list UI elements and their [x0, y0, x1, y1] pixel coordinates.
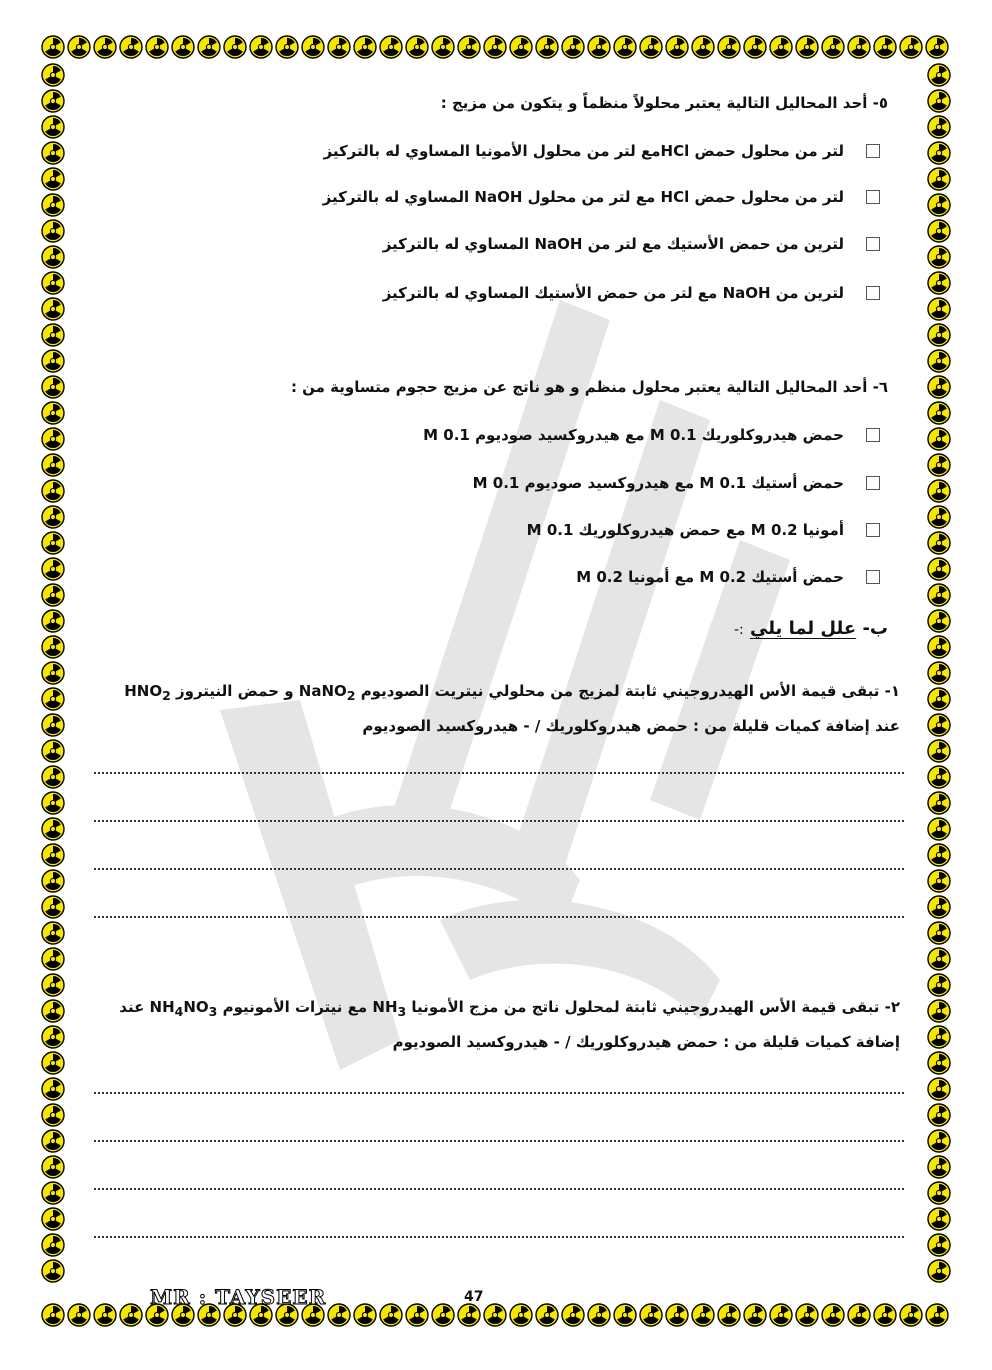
- radiation-icon: [41, 1303, 65, 1327]
- radiation-icon: [743, 1303, 767, 1327]
- radiation-icon: [41, 999, 65, 1023]
- reason-1-line-1: [84, 676, 900, 711]
- radiation-icon: [41, 63, 65, 87]
- radiation-icon: [927, 349, 951, 373]
- radiation-icon: [41, 609, 65, 633]
- radiation-icon: [927, 869, 951, 893]
- radiation-icon: [535, 35, 559, 59]
- radiation-icon: [743, 35, 767, 59]
- radiation-icon: [41, 739, 65, 763]
- radiation-icon: [613, 35, 637, 59]
- formula-subscript: 4: [174, 1004, 184, 1019]
- radiation-icon: [927, 245, 951, 269]
- radiation-icon: [379, 35, 403, 59]
- checkbox[interactable]: [866, 476, 880, 490]
- radiation-icon: [795, 35, 819, 59]
- radiation-icon: [41, 141, 65, 165]
- checkbox[interactable]: [866, 190, 880, 204]
- option-text: حمض هيدروكلوريك 0.1 M مع هيدروكسيد صوديوم 0.1 M: [423, 426, 844, 444]
- question-6-option-2[interactable]: [473, 474, 880, 492]
- radiation-icon: [41, 531, 65, 555]
- radiation-icon: [327, 35, 351, 59]
- formula-nano2: [298, 682, 356, 703]
- radiation-icon: [41, 1077, 65, 1101]
- radiation-icon: [41, 583, 65, 607]
- radiation-icon: [41, 947, 65, 971]
- radiation-icon: [927, 1025, 951, 1049]
- radiation-icon: [41, 349, 65, 373]
- radiation-icon: [927, 297, 951, 321]
- radiation-icon: [927, 1077, 951, 1101]
- radiation-icon: [41, 193, 65, 217]
- section-b-title: علل لما يلي: [750, 618, 857, 639]
- question-6-option-1[interactable]: [423, 426, 880, 444]
- radiation-icon: [483, 35, 507, 59]
- question-5-title: ٥- أحد المحاليل التالية يعتبر محلولاً منظماً و يتكون من مزيج :: [440, 94, 888, 112]
- radiation-icon: [587, 1303, 611, 1327]
- radiation-icon: [927, 1181, 951, 1205]
- radiation-icon: [873, 35, 897, 59]
- question-6-title: ٦- أحد المحاليل التالية يعتبر محلول منظم و هو ناتج عن مزيج حجوم متساوية من :: [290, 378, 888, 396]
- question-5-option-4[interactable]: [383, 284, 880, 302]
- radiation-icon: [927, 635, 951, 659]
- radiation-icon: [927, 63, 951, 87]
- radiation-icon: [41, 479, 65, 503]
- radiation-icon: [379, 1303, 403, 1327]
- radiation-icon: [769, 1303, 793, 1327]
- radiation-icon: [405, 35, 429, 59]
- reason-2-text: [84, 992, 900, 1057]
- radiation-icon: [717, 1303, 741, 1327]
- formula-base: HNO: [124, 682, 163, 700]
- radiation-icon: [301, 35, 325, 59]
- radiation-icon: [41, 35, 65, 59]
- formula-base: NH: [149, 998, 175, 1016]
- radiation-icon: [41, 661, 65, 685]
- question-5-option-2[interactable]: [323, 188, 880, 206]
- radiation-icon: [639, 35, 663, 59]
- radiation-icon: [927, 1155, 951, 1179]
- formula-subscript: 3: [397, 1004, 407, 1019]
- radiation-icon: [691, 1303, 715, 1327]
- radiation-icon: [821, 1303, 845, 1327]
- radiation-icon: [925, 1303, 949, 1327]
- radiation-icon: [41, 89, 65, 113]
- reason-1-line-2: عند إضافة كميات قليلة من : حمض هيدروكلوريك / - هيدروكسيد الصوديوم: [362, 717, 900, 735]
- radiation-icon: [927, 661, 951, 685]
- radiation-icon: [535, 1303, 559, 1327]
- reason-1-text: [84, 676, 900, 741]
- radiation-icon: [431, 35, 455, 59]
- radiation-icon: [41, 323, 65, 347]
- answer-line[interactable]: [94, 772, 904, 774]
- formula-nh4no3: [149, 998, 218, 1019]
- radiation-icon: [927, 739, 951, 763]
- radiation-icon: [41, 219, 65, 243]
- section-b-suffix: :-: [733, 622, 744, 638]
- radiation-icon: [927, 1259, 951, 1283]
- radiation-icon: [927, 193, 951, 217]
- radiation-icon: [223, 35, 247, 59]
- radiation-icon: [41, 687, 65, 711]
- text-part: ٢- تبقى قيمة الأس الهيدروجيني ثابتة لمحلول ناتج من مزج الأمونيا: [406, 998, 900, 1016]
- radiation-icon: [353, 1303, 377, 1327]
- radiation-icon: [927, 1233, 951, 1257]
- radiation-icon: [927, 323, 951, 347]
- checkbox[interactable]: [866, 428, 880, 442]
- question-5-option-1[interactable]: [324, 142, 881, 160]
- answer-line[interactable]: [94, 1188, 904, 1190]
- worksheet-content: [80, 80, 916, 1300]
- formula-subscript: 2: [162, 688, 171, 703]
- radiation-icon: [927, 687, 951, 711]
- radiation-icon: [41, 1103, 65, 1127]
- radiation-icon: [41, 245, 65, 269]
- radiation-icon: [639, 1303, 663, 1327]
- radiation-icon: [665, 1303, 689, 1327]
- radiation-icon: [847, 35, 871, 59]
- radiation-icon: [197, 35, 221, 59]
- radiation-icon: [927, 271, 951, 295]
- radiation-icon: [927, 999, 951, 1023]
- formula-hno2: [124, 682, 171, 703]
- checkbox[interactable]: [866, 570, 880, 584]
- radiation-icon: [927, 1103, 951, 1127]
- formula-base: NH: [372, 998, 398, 1016]
- answer-line[interactable]: [94, 868, 904, 870]
- radiation-icon: [927, 843, 951, 867]
- radiation-icon: [41, 1181, 65, 1205]
- radiation-icon: [41, 921, 65, 945]
- radiation-icon: [927, 583, 951, 607]
- text-part: مع نيترات الأمونيوم: [217, 998, 373, 1016]
- radiation-icon: [41, 401, 65, 425]
- radiation-icon: [927, 115, 951, 139]
- answer-line[interactable]: [94, 1236, 904, 1238]
- radiation-icon: [353, 35, 377, 59]
- radiation-icon: [41, 1051, 65, 1075]
- page-number: 47: [464, 1289, 484, 1305]
- radiation-icon: [927, 167, 951, 191]
- radiation-icon: [613, 1303, 637, 1327]
- question-5-option-3[interactable]: [383, 235, 880, 253]
- radiation-icon: [41, 167, 65, 191]
- radiation-icon: [41, 1259, 65, 1283]
- radiation-icon: [119, 35, 143, 59]
- radiation-icon: [41, 869, 65, 893]
- radiation-icon: [41, 557, 65, 581]
- radiation-icon: [927, 817, 951, 841]
- radiation-icon: [927, 141, 951, 165]
- question-6-option-3[interactable]: [527, 521, 880, 539]
- radiation-icon: [41, 1155, 65, 1179]
- text-part: و حمض النيتروز: [170, 682, 299, 700]
- radiation-icon: [927, 427, 951, 451]
- radiation-icon: [41, 843, 65, 867]
- answer-line[interactable]: [94, 1092, 904, 1094]
- page-border-top: [40, 34, 952, 62]
- radiation-icon: [927, 479, 951, 503]
- radiation-icon: [41, 791, 65, 815]
- radiation-icon: [41, 427, 65, 451]
- radiation-icon: [927, 1051, 951, 1075]
- radiation-icon: [509, 1303, 533, 1327]
- text-part: عند: [119, 998, 150, 1016]
- answer-line[interactable]: [94, 916, 904, 918]
- radiation-icon: [67, 1303, 91, 1327]
- radiation-icon: [927, 505, 951, 529]
- radiation-icon: [41, 505, 65, 529]
- radiation-icon: [67, 35, 91, 59]
- radiation-icon: [405, 1303, 429, 1327]
- radiation-icon: [665, 35, 689, 59]
- radiation-icon: [119, 1303, 143, 1327]
- radiation-icon: [691, 35, 715, 59]
- checkbox[interactable]: [866, 144, 880, 158]
- radiation-icon: [927, 401, 951, 425]
- reason-2-line-2: إضافة كميات قليلة من : حمض هيدروكلوريك / - هيدروكسيد الصوديوم: [392, 1033, 900, 1051]
- radiation-icon: [899, 1303, 923, 1327]
- radiation-icon: [927, 89, 951, 113]
- radiation-icon: [509, 35, 533, 59]
- radiation-icon: [821, 35, 845, 59]
- answer-line[interactable]: [94, 1140, 904, 1142]
- answer-line[interactable]: [94, 820, 904, 822]
- radiation-icon: [327, 1303, 351, 1327]
- radiation-icon: [93, 35, 117, 59]
- radiation-icon: [847, 1303, 871, 1327]
- option-text: لترين من حمض الأستيك مع لتر من NaOH المساوي له بالتركيز: [382, 235, 844, 253]
- radiation-icon: [457, 1303, 481, 1327]
- radiation-icon: [927, 791, 951, 815]
- formula-base: NaNO: [298, 682, 347, 700]
- radiation-icon: [41, 453, 65, 477]
- radiation-icon: [769, 35, 793, 59]
- reason-2-line-1: [84, 992, 900, 1027]
- radiation-icon: [927, 973, 951, 997]
- radiation-icon: [927, 609, 951, 633]
- author-name: MR : TAYSEER: [150, 1285, 327, 1309]
- radiation-icon: [561, 1303, 585, 1327]
- radiation-icon: [41, 713, 65, 737]
- radiation-icon: [927, 375, 951, 399]
- checkbox[interactable]: [866, 237, 880, 251]
- radiation-icon: [431, 1303, 455, 1327]
- radiation-icon: [275, 35, 299, 59]
- page-border-left: [40, 62, 68, 1302]
- option-text: حمض أستيك 0.2 M مع أمونيا 0.2 M: [576, 568, 844, 586]
- formula-subscript: 3: [208, 1004, 218, 1019]
- radiation-icon: [41, 271, 65, 295]
- option-text: حمض أستيك 0.1 M مع هيدروكسيد صوديوم 0.1 M: [472, 474, 844, 492]
- radiation-icon: [927, 1207, 951, 1231]
- formula-base: NO: [183, 998, 209, 1016]
- option-text: لتر من محلول حمض HClمع لتر من محلول الأمونيا المساوي له بالتركيز: [323, 142, 844, 160]
- radiation-icon: [927, 219, 951, 243]
- radiation-icon: [171, 35, 195, 59]
- radiation-icon: [561, 35, 585, 59]
- radiation-icon: [41, 895, 65, 919]
- radiation-icon: [927, 713, 951, 737]
- page-border-right: [926, 62, 954, 1302]
- radiation-icon: [41, 1233, 65, 1257]
- question-6-option-4[interactable]: [576, 568, 880, 586]
- radiation-icon: [41, 1207, 65, 1231]
- formula-subscript: 2: [346, 688, 356, 703]
- radiation-icon: [927, 1129, 951, 1153]
- radiation-icon: [41, 1129, 65, 1153]
- option-text: لتر من محلول حمض HCl مع لتر من محلول NaOH المساوي له بالتركيز: [322, 188, 844, 206]
- text-part: ١- تبقى قيمة الأس الهيدروجيني ثابتة لمزيج من محلولي نيتريت الصوديوم: [355, 682, 900, 700]
- radiation-icon: [927, 765, 951, 789]
- formula-nh3: [372, 998, 407, 1019]
- section-b-heading: [734, 618, 888, 639]
- radiation-icon: [41, 973, 65, 997]
- section-b-prefix: ب-: [862, 618, 888, 639]
- radiation-icon: [899, 35, 923, 59]
- radiation-icon: [457, 35, 481, 59]
- radiation-icon: [927, 531, 951, 555]
- radiation-icon: [483, 1303, 507, 1327]
- radiation-icon: [927, 947, 951, 971]
- radiation-icon: [927, 453, 951, 477]
- radiation-icon: [93, 1303, 117, 1327]
- radiation-icon: [145, 35, 169, 59]
- radiation-icon: [873, 1303, 897, 1327]
- checkbox[interactable]: [866, 286, 880, 300]
- radiation-icon: [925, 35, 949, 59]
- radiation-icon: [795, 1303, 819, 1327]
- radiation-icon: [41, 765, 65, 789]
- radiation-icon: [249, 35, 273, 59]
- radiation-icon: [41, 375, 65, 399]
- radiation-icon: [41, 297, 65, 321]
- option-text: أمونيا 0.2 M مع حمض هيدروكلوريك 0.1 M: [526, 521, 844, 539]
- radiation-icon: [41, 635, 65, 659]
- checkbox[interactable]: [866, 523, 880, 537]
- option-text: لترين من NaOH مع لتر من حمض الأستيك المساوي له بالتركيز: [382, 284, 844, 302]
- radiation-icon: [927, 895, 951, 919]
- radiation-icon: [41, 1025, 65, 1049]
- radiation-icon: [41, 817, 65, 841]
- radiation-icon: [927, 557, 951, 581]
- radiation-icon: [927, 921, 951, 945]
- radiation-icon: [41, 115, 65, 139]
- radiation-icon: [587, 35, 611, 59]
- radiation-icon: [717, 35, 741, 59]
